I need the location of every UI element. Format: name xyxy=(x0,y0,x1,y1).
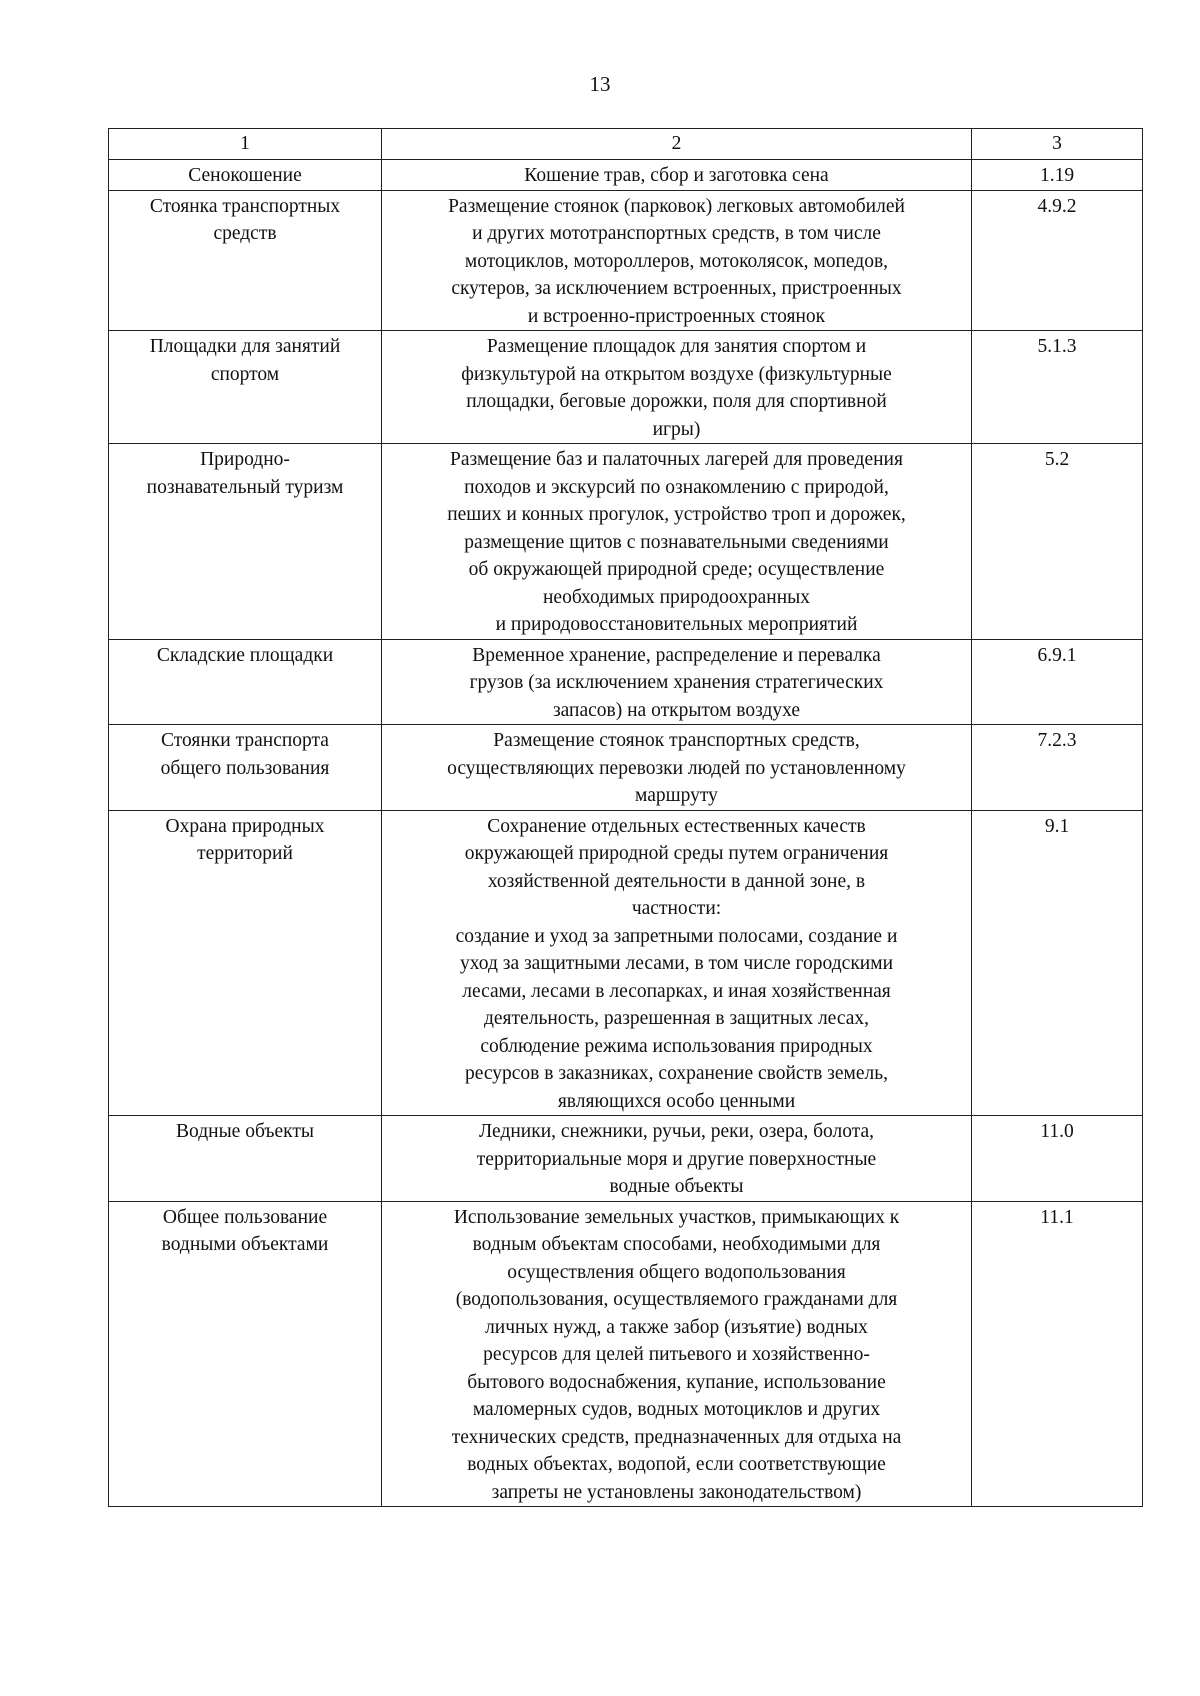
row-description-cell-line: Размещение стоянок транспортных средств, xyxy=(493,730,860,751)
row-description-cell-line: маршруту xyxy=(635,785,718,806)
row-description-cell-line: осуществления общего водопользования xyxy=(507,1261,846,1283)
row-name-cell xyxy=(109,444,382,640)
row-description-cell xyxy=(382,160,972,191)
row-name-cell xyxy=(109,331,382,444)
row-description-cell-line: пеших и конных прогулок, устройство троп и дорожек, xyxy=(447,504,906,525)
page-number: 13 xyxy=(589,72,611,96)
row-description-cell-line: бытового водоснабжения, купание, использование xyxy=(467,1371,886,1393)
row-description-cell-line: запасов) на открытом воздухе xyxy=(552,699,801,721)
row-description-cell-line: технических средств, предназначенных для отдыха на xyxy=(451,1426,902,1448)
table-row xyxy=(109,1116,1143,1202)
row-name-cell xyxy=(109,639,382,725)
row-description-cell-line: создание и уход за запретными полосами, создание и xyxy=(455,925,898,947)
row-description-cell-line: скутеров, за исключением встроенных, пристроенных xyxy=(451,278,902,299)
row-description-cell-line: осуществляющих перевозки людей по установленному xyxy=(447,757,906,779)
row-name-cell-line: Стоянка транспортных xyxy=(149,195,341,217)
row-description-cell-line: размещение щитов с познавательными сведениями xyxy=(464,531,889,553)
row-description-cell-line: Использование земельных участков, примыкающих к xyxy=(453,1206,900,1228)
table-row xyxy=(109,160,1143,191)
row-name-cell-line: Складские площадки xyxy=(156,644,334,666)
row-description-cell-line: водным объектам способами, необходимыми для xyxy=(472,1234,881,1255)
row-name-cell-line: территорий xyxy=(197,843,293,864)
row-description-cell xyxy=(382,190,972,331)
land-use-table xyxy=(108,128,1143,1507)
row-code-cell: 11.0 xyxy=(972,1116,1143,1202)
row-name-cell-line: Стоянки транспорта xyxy=(161,730,329,751)
row-name-cell-line: Сенокошение xyxy=(188,165,302,186)
row-description-cell-line: и природовосстановительных мероприятий xyxy=(495,614,858,635)
row-description-cell-line: водных объектах, водопой, если соответствующие xyxy=(467,1454,886,1475)
row-name-cell-line: Природно- xyxy=(200,449,290,470)
row-description-cell xyxy=(382,639,972,725)
table-row xyxy=(109,1201,1143,1507)
row-name-cell xyxy=(109,725,382,811)
row-description-cell-line: частности: xyxy=(631,898,722,919)
row-description-cell-line: мотоциклов, мотороллеров, мотоколясок, мопедов, xyxy=(464,250,889,272)
row-code-cell: 6.9.1 xyxy=(972,639,1143,725)
row-name-cell-line: Водные объекты xyxy=(176,1121,314,1142)
row-code-cell: 5.2 xyxy=(972,444,1143,640)
row-description-cell xyxy=(382,444,972,640)
row-code-cell: 4.9.2 xyxy=(972,190,1143,331)
row-name-cell-line: Площадки для занятий xyxy=(149,336,341,357)
row-name-cell xyxy=(109,160,382,191)
row-name-cell-line: Общее пользование xyxy=(162,1206,328,1228)
table-row xyxy=(109,444,1143,640)
table-row xyxy=(109,331,1143,444)
row-description-cell-line: являющихся особо ценными xyxy=(557,1090,796,1112)
table-row xyxy=(109,725,1143,811)
row-description-cell-line: об окружающей природной среде; осуществление xyxy=(468,559,885,580)
row-description-cell-line: личных нужд, а также забор (изъятие) водных xyxy=(485,1316,868,1338)
row-description-cell-line: территориальные моря и другие поверхностные xyxy=(476,1148,877,1170)
row-description-cell-line: и встроенно-пристроенных стоянок xyxy=(527,305,826,327)
row-description-cell-line: необходимых природоохранных xyxy=(542,586,810,608)
row-name-cell-line: средств xyxy=(213,223,277,244)
row-description-cell-line: Ледники, снежники, ручьи, реки, озера, болота, xyxy=(478,1121,875,1142)
row-description-cell-line: и других мототранспортных средств, в том числе xyxy=(472,223,881,244)
row-description-cell xyxy=(382,725,972,811)
row-name-cell-line: водными объектами xyxy=(161,1234,329,1255)
row-description-cell xyxy=(382,1116,972,1202)
row-description-cell xyxy=(382,1201,972,1507)
row-name-cell-line: Охрана природных xyxy=(165,815,325,837)
header-col-3: 3 xyxy=(972,129,1143,160)
row-name-cell-line: познавательный туризм xyxy=(146,476,344,498)
row-description-cell-line: ресурсов в заказниках, сохранение свойств земель, xyxy=(464,1063,889,1084)
row-description-cell-line: походов и экскурсий по ознакомлению с природой, xyxy=(464,476,889,498)
row-description-cell-line: хозяйственной деятельности в данной зоне, в xyxy=(487,870,866,892)
row-description-cell-line: Кошение трав, сбор и заготовка сена xyxy=(524,165,829,186)
row-description-cell-line: игры) xyxy=(652,418,701,440)
row-description-cell-line: лесами, лесами в лесопарках, и иная хозяйственная xyxy=(462,980,891,1002)
row-description-cell xyxy=(382,810,972,1116)
header-col-1: 1 xyxy=(109,129,382,160)
row-name-cell xyxy=(109,1201,382,1507)
row-name-cell xyxy=(109,810,382,1116)
row-description-cell-line: Размещение площадок для занятия спортом и xyxy=(486,336,867,357)
row-name-cell xyxy=(109,190,382,331)
row-code-cell: 9.1 xyxy=(972,810,1143,1116)
row-description-cell-line: Размещение стоянок (парковок) легковых автомобилей xyxy=(448,195,905,217)
row-description-cell-line: (водопользования, осуществляемого гражданами для xyxy=(455,1289,898,1310)
row-description-cell-line: водные объекты xyxy=(609,1176,744,1197)
row-description-cell xyxy=(382,331,972,444)
table-row xyxy=(109,639,1143,725)
row-description-cell-line: площадки, беговые дорожки, поля для спортивной xyxy=(466,391,887,412)
row-description-cell-line: физкультурой на открытом воздухе (физкультурные xyxy=(461,363,892,385)
row-description-cell-line: Размещение баз и палаточных лагерей для проведения xyxy=(450,449,903,470)
table-row xyxy=(109,810,1143,1116)
row-name-cell-line: общего пользования xyxy=(160,757,330,779)
row-name-cell xyxy=(109,1116,382,1202)
row-code-cell: 11.1 xyxy=(972,1201,1143,1507)
table-row xyxy=(109,190,1143,331)
row-description-cell-line: Сохранение отдельных естественных качеств xyxy=(487,815,866,837)
header-col-2: 2 xyxy=(382,129,972,160)
row-description-cell-line: маломерных судов, водных мотоциклов и других xyxy=(472,1399,881,1420)
row-code-cell: 7.2.3 xyxy=(972,725,1143,811)
row-description-cell-line: соблюдение режима использования природных xyxy=(480,1035,873,1057)
row-description-cell-line: ресурсов для целей питьевого и хозяйственно- xyxy=(483,1344,870,1365)
row-description-cell-line: Временное хранение, распределение и перевалка xyxy=(472,644,881,666)
row-name-cell-line: спортом xyxy=(210,363,280,385)
row-description-cell-line: окружающей природной среды путем ограничения xyxy=(464,843,889,864)
row-code-cell: 1.19 xyxy=(972,160,1143,191)
row-code-cell: 5.1.3 xyxy=(972,331,1143,444)
table-header-row xyxy=(109,129,1143,160)
row-description-cell-line: грузов (за исключением хранения стратегических xyxy=(469,672,884,693)
row-description-cell-line: запреты не установлены законодательством) xyxy=(491,1481,862,1503)
row-description-cell-line: деятельность, разрешенная в защитных лесах, xyxy=(483,1008,869,1029)
row-description-cell-line: уход за защитными лесами, в том числе городскими xyxy=(460,953,893,974)
